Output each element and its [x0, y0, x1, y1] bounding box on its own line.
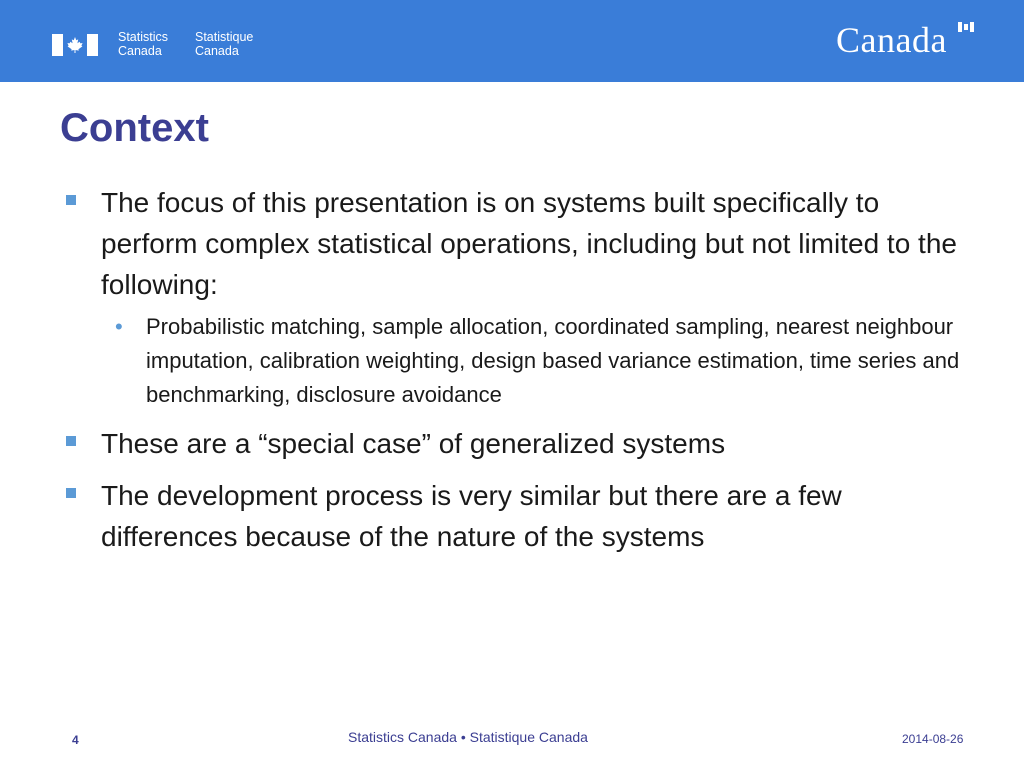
canada-wordmark [836, 18, 947, 62]
signature-fr-line-1: Statistique [195, 30, 254, 44]
signature-french [195, 30, 253, 58]
footer-date: 2014-08-26 [902, 732, 964, 746]
bullet-text: The focus of this presentation is on systems built specifically to perform complex statistical operations, including but not limited to the following: [101, 187, 957, 300]
bullet-item [62, 423, 982, 464]
sub-bullet-item [101, 310, 966, 412]
bullet-text: The development process is very similar but there are a few differences because of the nature of the systems [101, 480, 842, 552]
square-bullet-icon [66, 436, 76, 446]
wordmark-flag-icon [958, 22, 974, 32]
maple-leaf-icon [66, 36, 84, 54]
bullet-text: These are a “special case” of generalized systems [101, 428, 726, 459]
square-bullet-icon [66, 488, 76, 498]
bullet-item [62, 182, 982, 412]
signature-fr-line-2: Canada [195, 44, 239, 58]
page-number: 4 [72, 733, 79, 747]
signature-en-line-1: Statistics [118, 30, 169, 44]
round-bullet-icon: • [115, 314, 123, 339]
bullet-list [62, 182, 982, 568]
signature-en-line-2: Canada [118, 44, 162, 58]
header-bar [0, 0, 1024, 82]
footer-organization: Statistics Canada • Statistique Canada [348, 729, 588, 745]
signature-english [118, 30, 168, 58]
canada-flag-icon [52, 34, 98, 56]
slide-title: Context [60, 106, 209, 150]
sub-bullet-text: Probabilistic matching, sample allocation, coordinated sampling, nearest neighbour imputation, calibration weighting, design based variance estimation, time series and benchmarking, disclosure avoidance [146, 314, 960, 407]
wordmark-text: Canada [836, 20, 947, 60]
bullet-item [62, 475, 982, 557]
sub-bullet-list [101, 310, 982, 412]
square-bullet-icon [66, 195, 76, 205]
